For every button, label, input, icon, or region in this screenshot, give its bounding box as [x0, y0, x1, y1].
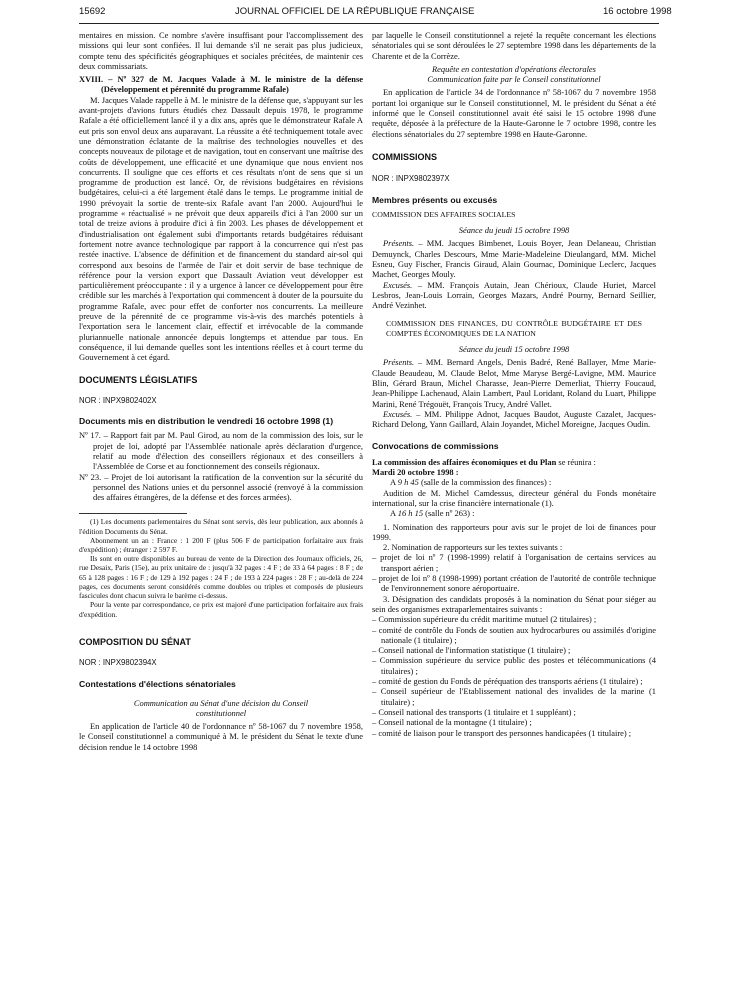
agenda-item: 2. Nomination de rapporteurs sur les textes suivants :: [383, 542, 563, 553]
footnote: Pour la vente par correspondance, ce prix est majoré d'une participation forfaitaire aux frais d'expédition.: [79, 600, 363, 619]
convocation-intro-rest: se réunira :: [556, 456, 596, 467]
excuses-paragraph: [372, 409, 656, 430]
presents-list: – MM. Bernard Angels, Denis Badré, René Ballayer, Mme Marie-Claude Beaudeau, M. Claude Belot, Mme Maryse Bergé-Lavigne, MM. Maurice Blin, Gérard Braun, Michel Charasse, Jean-Pierre Demerliat, Thierry Foucaud, Jean-Philippe Lachenaud, Alain Lambert, Paul Loridant, Roland du Luart, Philippe Marini, René Trégouët, François Trucy, André Vallet.: [372, 357, 656, 409]
documents-nor: NOR : INPX9802402X: [79, 395, 157, 405]
time-prefix: A: [390, 477, 398, 488]
excuses-label: Excusés.: [383, 279, 413, 290]
document-item: Nº 17. – Rapport fait par M. Paul Girod, au nom de la commission des lois, sur le projet de loi, adopté par l'Assemblée nationale après déclaration d'urgence, relatif au mode d'élection des conseillers régionaux et des conseillers à l'Assemblée de Corse et au fonctionnement des conseils régionaux.: [79, 430, 363, 472]
commissions-heading: COMMISSIONS: [372, 151, 438, 162]
contestations-body: En application de l'article 40 de l'ordonnance nº 58-1067 du 7 novembre 1958, le Conseil constitutionnel a communiqué à M. le président du Sénat le texte d'une décision rendue le 14 octobre 1998: [79, 721, 363, 752]
requete-body: En application de l'article 34 de l'ordonnance nº 58-1067 du 7 novembre 1958 portant loi organique sur le Conseil constitutionnel, M. le président du Sénat a été informé que le Conseil constitutionnel avait été saisi le 15 octobre 1998 d'une requête, déposée à la préfecture de la Haute-Garonne le 7 octobre 1998, contre les élections sénatoriales du 27 septembre 1998 en Haute-Garonne.: [372, 87, 656, 139]
question-body: M. Jacques Valade rappelle à M. le ministre de la défense que, s'appuyant sur les avant-projets d'avions futurs étudiés chez Dassault depuis 1978, le programme Rafale a été officiellement lancé il y a dix ans, après que le démonstrateur Rafale A eut pris son envol deux ans auparavant. La réussite a été techniquement totale avec une démonstration éclatante de la maîtrise des technologies nouvelles et des concepts nouveaux de pilotage et de navigation, tout en conservant une maîtrise des coûts de développement, une efficacité et une dynamique que nous envient nos concurrents. Il souligne que ces efforts et ces résultats n'ont de sens que si un programme de production est lancé. Or, de révisions budgétaires en révisions budgétaires, celui-ci a été largement étalé dans le temps. Le programme initial de 1990 prévoyait la sortie de trente-six Rafale avant l'an 2000. Aujourd'hui le programme « réactualisé » ne prévoit que deux appareils d'ici à l'an 2000 sur un total de treize avions à produire d'ici à fin 2003. Les phases de développement et d'industrialisation ont également subi d'importants retards budgétaires réduisant fortement notre avance technologique par rapport à la concurrence qui n'est pas restée inactive. L'absence de définition et de financement du standard air-sol qui correspond aux besoins de l'armée de l'air et doit servir de base technique de référence pour la version export que Dassault Aviation veut développer est particulièrement préoccupante : il y a urgence à lancer ce développement pour être crédible sur les marchés à l'exportation qui commencent à douter de la poursuite du programme Rafale, avec pour effet de conforter nos concurrents. La meilleure preuve de la pérennité de ce programme vis-à-vis des marchés potentiels à l'exportation sera le lancement clair, effectif et irrévocable de la commande pluriannuelle nationale annoncée depuis longtemps et attendue par tous. En conséquence, il lui demande quelles sont les intentions réelles et à court terme du Gouvernement à cet égard.: [79, 94, 363, 363]
documents-heading: DOCUMENTS LÉGISLATIFS: [79, 374, 198, 385]
agenda-subitem: – projet de loi nº 7 (1998-1999) relatif à l'organisation de certains services au transport aérien ;: [372, 552, 656, 573]
requete-title: Requête en contestation d'opérations électorales: [432, 63, 596, 74]
agenda-subitem: – comité de contrôle du Fonds de soutien aux hydrocarbures ou assimilés d'origine nationale (1 titulaire) ;: [372, 624, 656, 645]
agenda-subitem: – Commission supérieure du crédit maritime mutuel (2 titulaires) ;: [372, 614, 597, 625]
excuses-label: Excusés.: [383, 408, 413, 419]
convocation-time: [372, 477, 656, 487]
time-location: (salle nº 263) :: [423, 508, 475, 519]
presents-paragraph: [372, 357, 656, 408]
seance-date: Séance du jeudi 15 octobre 1998: [458, 225, 570, 236]
commission-bold-name: La commission des affaires économiques et du Plan: [372, 456, 557, 467]
time-value: 9 h 45: [397, 477, 419, 488]
agenda-sublist: [372, 552, 656, 593]
documents-list: [79, 430, 363, 502]
agenda-item: 1. Nomination des rapporteurs pour avis sur le projet de loi de finances pour 1999.: [372, 521, 656, 542]
issue-date: 16 octobre 1998: [603, 6, 672, 17]
convocation-time: [372, 508, 656, 518]
agenda-subitem: – Conseil national des transports (1 titulaire et 1 suppléant) ;: [372, 706, 576, 717]
membres-heading: Membres présents ou excusés: [372, 194, 498, 205]
page-header: [0, 0, 731, 22]
convocation-date: Mardi 20 octobre 1998 :: [372, 467, 459, 478]
journal-title: JOURNAL OFFICIEL DE LA RÉPUBLIQUE FRANÇAISE: [235, 6, 475, 17]
time-location: (salle de la commission des finances) :: [418, 477, 552, 488]
presents-label: Présents.: [383, 238, 415, 249]
excuses-list: – MM. François Autain, Jean Chérioux, Claude Huriet, Marcel Lesbros, Jean-Louis Lorrain, Georges Mazars, André Pourny, Bernard Seillier, André Vezinhet.: [372, 279, 656, 311]
presents-paragraph: [372, 238, 656, 279]
intro-paragraph: mentaires en mission. Ce nombre s'avère insuffisant pour l'accomplissement des missions qui leur sont confiées. Il lui demande s'il ne serait pas plus judicieux, compte tenu des spécificités géographiques et sociales précitées, de maintenir ces deux commissariats.: [79, 30, 363, 71]
convocations-heading: Convocations de commissions: [372, 440, 499, 451]
presents-list: – MM. Jacques Bimbenet, Louis Boyer, Jean Delaneau, Christian Demuynck, Charles Descours, Mme Marie-Madeleine Dieulangard, MM. Michel Esneu, Guy Fischer, Francis Giraud, Alain Gournac, Dominique Leclerc, Jacques Machet, Georges Mouly.: [372, 238, 656, 280]
agenda-subitem: – Conseil national de l'information statistique (1 titulaire) ;: [372, 645, 571, 656]
audition-paragraph: Audition de M. Michel Camdessus, directeur général du Fonds monétaire international, sur la crise financière internationale (1).: [372, 487, 656, 508]
excuses-paragraph: [372, 280, 656, 311]
contestations-heading: Contestations d'élections sénatoriales: [79, 679, 236, 690]
time-value: 16 h 15: [397, 508, 424, 519]
page-number: 15692: [79, 6, 106, 17]
footnotes: [79, 517, 363, 618]
footnote-rule: [79, 513, 187, 514]
requete-subtitle: Communication faite par le Conseil constitutionnel: [427, 74, 601, 85]
commission-name: COMMISSION DES FINANCES, DU CONTRÔLE BUDGÉTAIRE ET DES COMPTES ÉCONOMIQUES DE LA NATION: [386, 318, 642, 338]
agenda-subitem: – comité de gestion du Fonds de péréquation des transports aériens (1 titulaire) ;: [372, 676, 643, 687]
senat-heading: COMPOSITION DU SÉNAT: [79, 636, 191, 647]
seance-date: Séance du jeudi 15 octobre 1998: [458, 344, 570, 355]
footnote: (1) Les documents parlementaires du Sénat sont servis, dès leur publication, aux abonnés à l'édition Documents du Sénat.: [79, 517, 363, 536]
question-title: XVIII. – Nº 327 de M. Jacques Valade à M. le ministre de la défense (Développement et pérennité du programme Rafale): [79, 74, 363, 95]
senat-nor: NOR : INPX9802394X: [79, 658, 157, 667]
contestations-subheading: Communication au Sénat d'une décision du Conseil constitutionnel: [133, 697, 309, 718]
agenda-subitem: – Conseil supérieur de l'Etablissement national des invalides de la marine (1 titulaire) ;: [372, 686, 656, 707]
left-column: [79, 30, 363, 752]
presents-label: Présents.: [383, 357, 415, 368]
agenda-sublist: [372, 614, 656, 738]
header-rule: [79, 23, 659, 24]
footnote: Abonnement un an : France : 1 200 F (plus 506 F de participation forfaitaire aux frais d'expédition) ; étranger : 2 597 F.: [79, 535, 363, 555]
agenda-subitem: – Commission supérieure du service public des postes et télécommunications (4 titulaires) ;: [372, 655, 656, 676]
excuses-list: – MM. Philippe Adnot, Jacques Baudot, Auguste Cazalet, Jacques-Richard Delong, Yann Gaillard, Alain Joyandet, Michel Moreigne, Jacques Oudin.: [372, 408, 656, 430]
agenda-subitem: – Conseil national de la montagne (1 titulaire) ;: [372, 717, 532, 728]
documents-subheading: Documents mis en distribution le vendredi 16 octobre 1998 (1): [79, 416, 334, 427]
agenda-item: 3. Désignation des candidats proposés à la nomination du Sénat pour siéger au sein des organismes extraparlementaires suivants :: [372, 593, 656, 614]
time-prefix: A: [390, 508, 398, 519]
right-column: [372, 30, 656, 738]
document-item: Nº 23. – Projet de loi autorisant la ratification de la convention sur la sécurité du personnel des Nations unies et du personnel associé (renvoyé à la commission des affaires étrangères, de la défense et des forces armées).: [79, 471, 363, 503]
commissions-nor: NOR : INPX9802397X: [372, 174, 450, 184]
convocation-intro: [372, 457, 656, 467]
agenda-subitem: – projet de loi nº 8 (1998-1999) portant création de l'autorité de contrôle technique de l'environnement sonore aéroportuaire.: [372, 573, 656, 594]
commission-name: COMMISSION DES AFFAIRES SOCIALES: [372, 209, 516, 219]
footnote: Ils sont en outre disponibles au bureau de vente de la Direction des Journaux officiels, 26, rue Desaix, Paris (15e), au prix unitaire de : jusqu'à 32 pages : 4 F ; de 33 à 64 pages : 8 F ; de 65 à 128 pages : 16 F ; de 129 à 192 pages : 24 F ; de 193 à 224 pages : 28 F ; au-delà de 224 pages, ces documents seront considérés comme doubles ou triples et composés de plusieurs fascicules dont chacun suivra le barème ci-dessus.: [79, 554, 363, 601]
agenda-subitem: – comité de liaison pour le transport des personnes handicapées (1 titulaire) ;: [372, 727, 632, 738]
continued-paragraph: par laquelle le Conseil constitutionnel a rejeté la requête concernant les élections sénatoriales qui se sont déroulées le 27 septembre 1998 dans les départements de la Charente et de la Corrèze.: [372, 30, 656, 61]
